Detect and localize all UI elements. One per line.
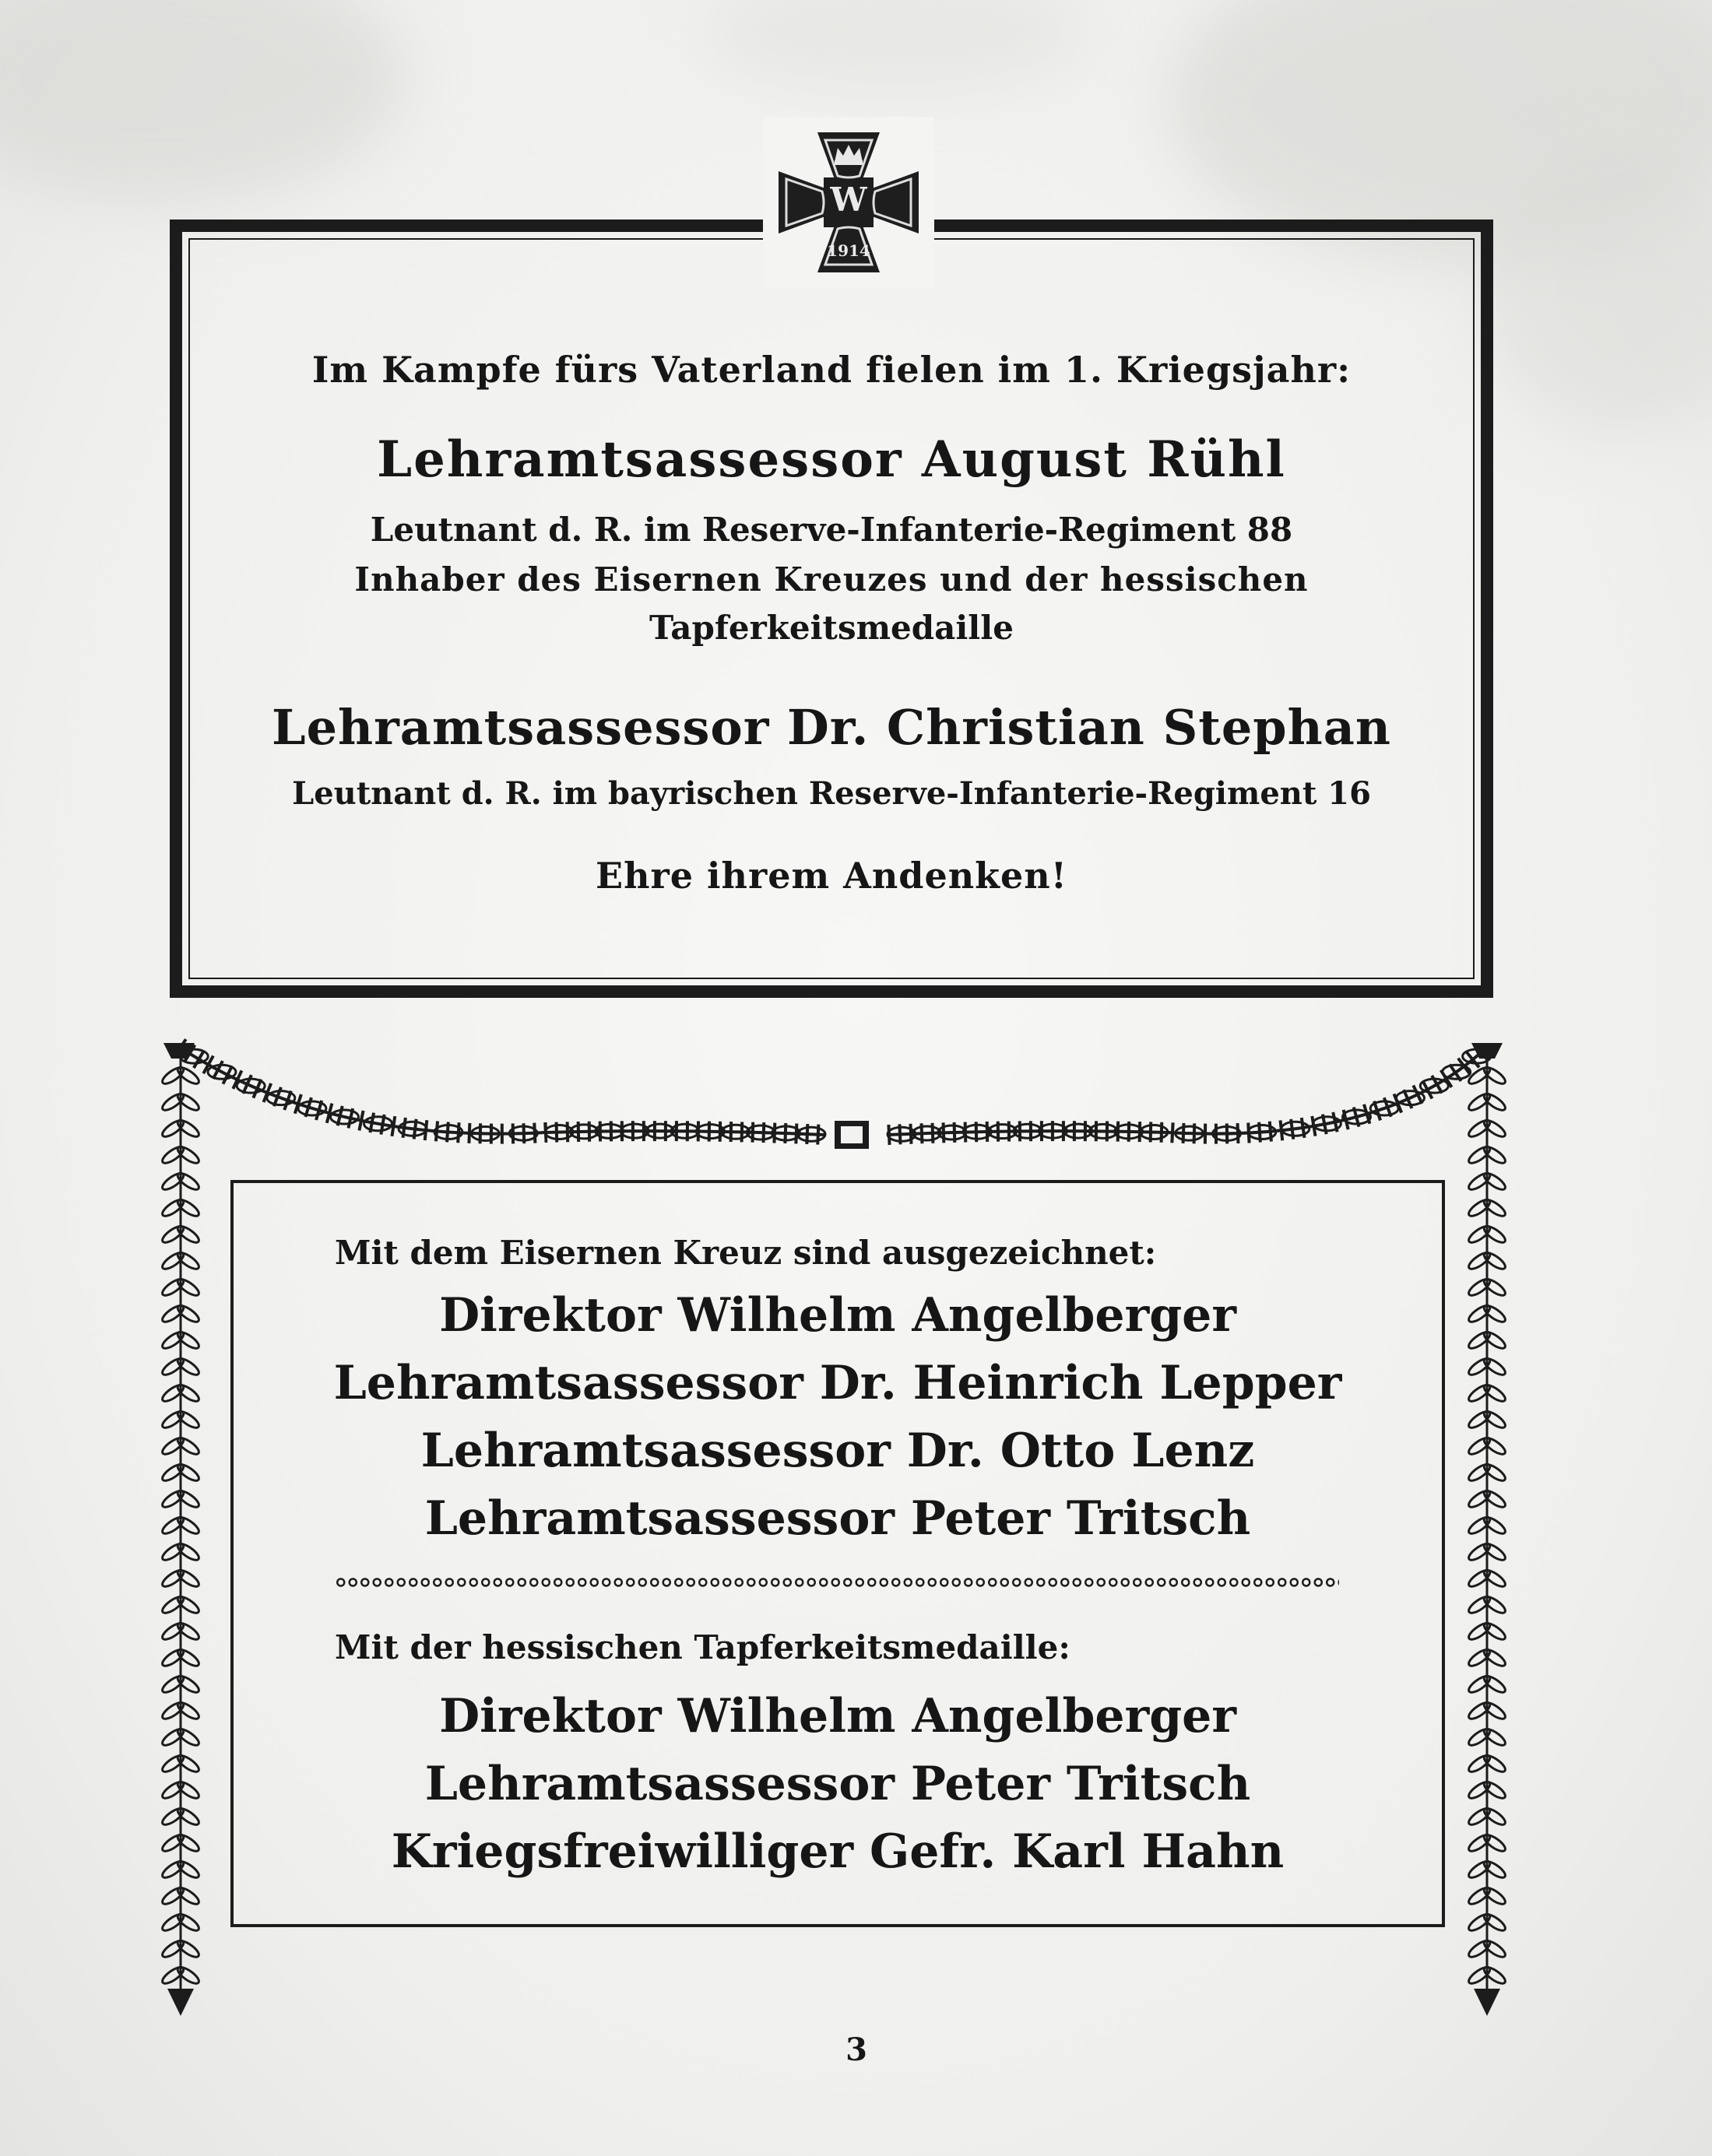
memorial-heading: Im Kampfe fürs Vaterland fielen im 1. Kriegsjahr: — [311, 349, 1352, 391]
fallen-name-1: Lehramtsassessor August Rühl — [377, 430, 1286, 489]
medal-recipient: Lehramtsassessor Peter Tritsch — [424, 1757, 1251, 1811]
page-number: 3 — [845, 2031, 867, 2068]
fallen-honor-1-cont: Tapferkeitsmedaille — [649, 609, 1014, 647]
fallen-honor-1: Inhaber des Eisernen Kreuzes und der hessischen — [354, 560, 1309, 599]
cross-letter: W — [830, 181, 867, 219]
iron-cross-heading: Mit dem Eisernen Kreuz sind ausgezeichnet: — [335, 1234, 1157, 1272]
medal-heading: Mit der hessischen Tapferkeitsmedaille: — [335, 1628, 1070, 1666]
awards-box — [230, 1180, 1445, 1927]
iron-cross-emblem — [763, 117, 934, 288]
memorial-box — [170, 219, 1493, 998]
cross-year: 1914 — [827, 241, 870, 260]
dotted-divider — [335, 1576, 1339, 1589]
medal-recipient: Direktor Wilhelm Angelberger — [439, 1689, 1236, 1743]
iron-cross-recipient: Lehramtsassessor Peter Tritsch — [424, 1491, 1251, 1546]
fallen-rank-1: Leutnant d. R. im Reserve-Infanterie-Regiment 88 — [370, 511, 1293, 549]
iron-cross-recipient: Lehramtsassessor Dr. Heinrich Lepper — [333, 1356, 1342, 1410]
medal-recipient: Kriegsfreiwilliger Gefr. Karl Hahn — [391, 1824, 1285, 1879]
fallen-rank-2: Leutnant d. R. im bayrischen Reserve-Infanterie-Regiment 16 — [292, 775, 1371, 812]
iron-cross-recipient: Lehramtsassessor Dr. Otto Lenz — [420, 1424, 1255, 1478]
iron-cross-recipient: Direktor Wilhelm Angelberger — [439, 1288, 1236, 1343]
memorial-closing: Ehre ihrem Andenken! — [596, 855, 1067, 897]
fallen-name-2: Lehramtsassessor Dr. Christian Stephan — [272, 699, 1391, 756]
